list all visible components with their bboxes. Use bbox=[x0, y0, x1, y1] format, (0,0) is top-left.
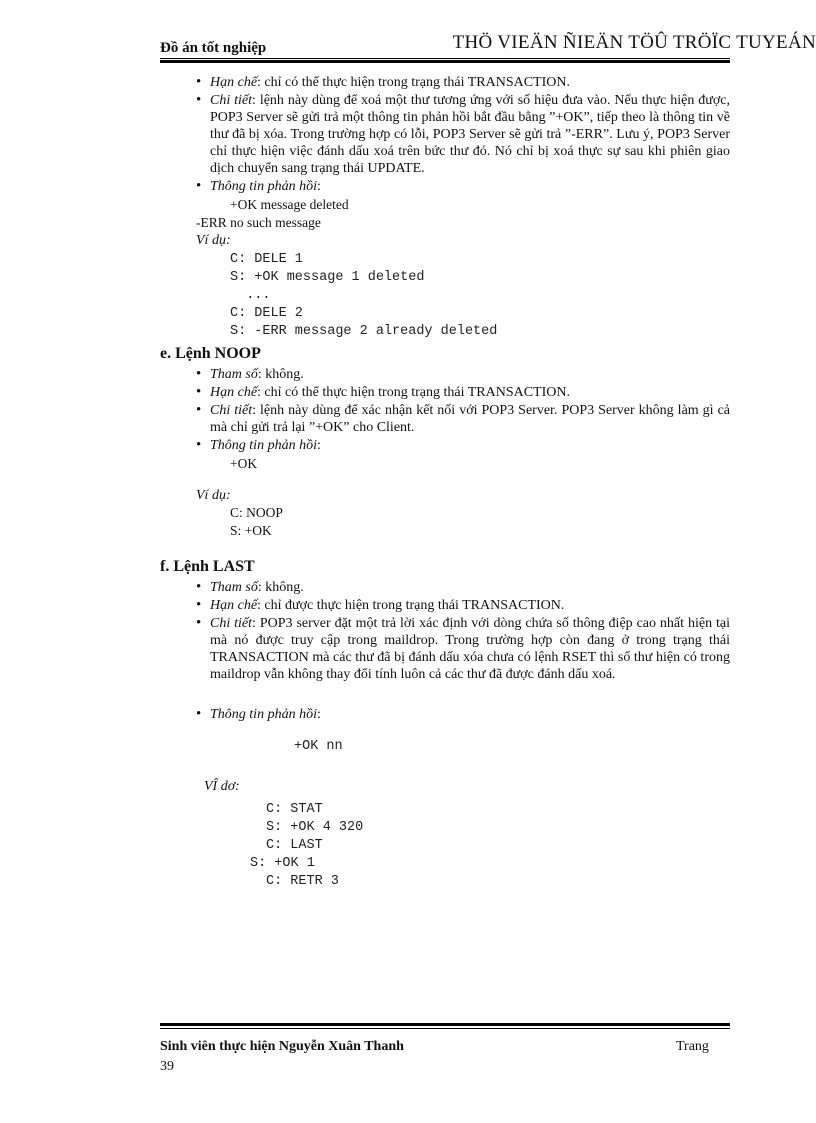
noop-example-client: C: NOOP bbox=[230, 505, 283, 520]
code-line: S: +OK 4 320 bbox=[266, 820, 364, 835]
last-bullets bbox=[0, 579, 816, 683]
last-restriction bbox=[0, 597, 730, 614]
code-line: S: +OK message 1 deleted bbox=[230, 270, 425, 285]
bullet-text: : bbox=[316, 179, 321, 194]
noop-response bbox=[0, 437, 730, 454]
footer-author: Sinh viên thực hiện Nguyễn Xuân Thanh bbox=[160, 1039, 404, 1054]
footer-rule-thick bbox=[160, 1023, 730, 1026]
dele-restriction bbox=[0, 74, 730, 91]
dele-response bbox=[0, 178, 730, 195]
page-header bbox=[160, 30, 816, 60]
code-line: C: DELE 1 bbox=[230, 252, 303, 267]
code-line: ... bbox=[230, 288, 271, 303]
bullet-text: : chỉ được thực hiện trong trạng thái TRANSACTION. bbox=[257, 598, 565, 613]
bullet-label: Thông tin phản hồi bbox=[210, 707, 317, 722]
code-line: C: RETR 3 bbox=[266, 874, 339, 889]
last-response-code: +OK nn bbox=[294, 739, 343, 754]
bullet-text: : lệnh này dùng để xác nhận kết nối với POP3 Server. POP3 Server không làm gì cả mà chỉ gửi trả lại ”+OK” cho Client. bbox=[210, 403, 730, 435]
bullet-text: : bbox=[316, 707, 321, 722]
last-params bbox=[0, 579, 730, 596]
last-response bbox=[0, 706, 730, 723]
code-line: S: -ERR message 2 already deleted bbox=[230, 324, 498, 339]
bullet-text: : không. bbox=[257, 367, 304, 382]
header-rule-thick bbox=[160, 60, 730, 63]
dele-detail bbox=[0, 92, 730, 177]
last-example-label: VÎ dơ: bbox=[204, 779, 240, 794]
header-library-name: THÖ VIEÄN ÑIEÄN TÖÛ TRÖÏC TUYEÁN bbox=[452, 32, 816, 53]
footer-rule-thin bbox=[160, 1028, 730, 1029]
footer-page-label: Trang bbox=[676, 1039, 709, 1054]
last-detail bbox=[0, 615, 730, 683]
bullet-text: : chỉ có thể thực hiện trong trạng thái TRANSACTION. bbox=[257, 75, 570, 90]
dele-example-label: Ví dụ: bbox=[196, 233, 231, 248]
code-line: S: +OK 1 bbox=[250, 856, 315, 871]
noop-params bbox=[0, 366, 730, 383]
code-line: C: DELE 2 bbox=[230, 306, 303, 321]
bullet-label: Chi tiết bbox=[210, 93, 253, 108]
noop-bullets bbox=[0, 366, 816, 454]
bullet-label: Tham số bbox=[210, 367, 258, 382]
bullet-text: : chỉ có thể thực hiện trong trạng thái TRANSACTION. bbox=[257, 385, 570, 400]
dele-response-err: -ERR no such message bbox=[196, 215, 321, 230]
header-rule-thin bbox=[160, 58, 730, 59]
dele-bullets bbox=[0, 74, 816, 195]
code-line: C: STAT bbox=[266, 802, 323, 817]
bullet-text: : POP3 server đặt một trả lời xác định với dòng chứa số thông điệp cao nhất hiện tại mà nó được truy cập trong maildrop. Trong trường hợp còn đang ở trong trạng thái TRANSACTION mà các thư đã bị đánh dấu xóa chưa có lệnh RSET thì số thư hiện có trong maildrop vẫn không thay đổi tính luôn cả các thư đã được đánh dấu xoá. bbox=[210, 616, 730, 682]
bullet-text: : không. bbox=[257, 580, 304, 595]
last-example-code bbox=[0, 801, 816, 891]
noop-restriction bbox=[0, 384, 730, 401]
noop-example-server: S: +OK bbox=[230, 523, 272, 538]
bullet-label: Tham số bbox=[210, 580, 258, 595]
bullet-label: Hạn chế bbox=[210, 385, 258, 400]
bullet-label: Chi tiết bbox=[210, 403, 253, 418]
noop-detail bbox=[0, 402, 730, 436]
noop-section-title: e. Lệnh NOOP bbox=[160, 345, 261, 362]
bullet-label: Hạn chế bbox=[210, 598, 258, 613]
bullet-label: Thông tin phản hồi bbox=[210, 438, 317, 453]
dele-response-ok: +OK message deleted bbox=[230, 197, 349, 212]
page-content bbox=[0, 74, 816, 891]
noop-response-ok: +OK bbox=[230, 456, 258, 471]
bullet-label: Hạn chế bbox=[210, 75, 258, 90]
bullet-label: Chi tiết bbox=[210, 616, 253, 631]
last-bullets-response bbox=[0, 706, 816, 723]
header-title: Đồ án tốt nghiệp bbox=[160, 40, 267, 56]
noop-example-label: Ví dụ: bbox=[196, 488, 231, 503]
code-line: C: LAST bbox=[266, 838, 323, 853]
last-section-title: f. Lệnh LAST bbox=[160, 558, 255, 575]
dele-example-code bbox=[0, 251, 816, 341]
bullet-text: : bbox=[316, 438, 321, 453]
bullet-text: : lệnh này dùng để xoá một thư tương ứng với số hiệu đưa vào. Nếu thực hiện được, POP3 Server sẽ gửi trả một thông tin phản hồi bắt đầu bằng ”+OK”, tiếp theo là thông tin về thư đã bị xóa. Trong trường hợp có lỗi, POP3 Server sẽ gửi trả ”-ERR”. Lưu ý, POP3 Server chỉ thực hiện việc đánh dấu xoá trên bức thư đó. Nó chỉ bị xoá thực sự sau khi phiên giao dịch chuyển sang trạng thái UPDATE. bbox=[210, 93, 730, 176]
footer-page-number: 39 bbox=[160, 1059, 174, 1074]
bullet-label: Thông tin phản hồi bbox=[210, 179, 317, 194]
